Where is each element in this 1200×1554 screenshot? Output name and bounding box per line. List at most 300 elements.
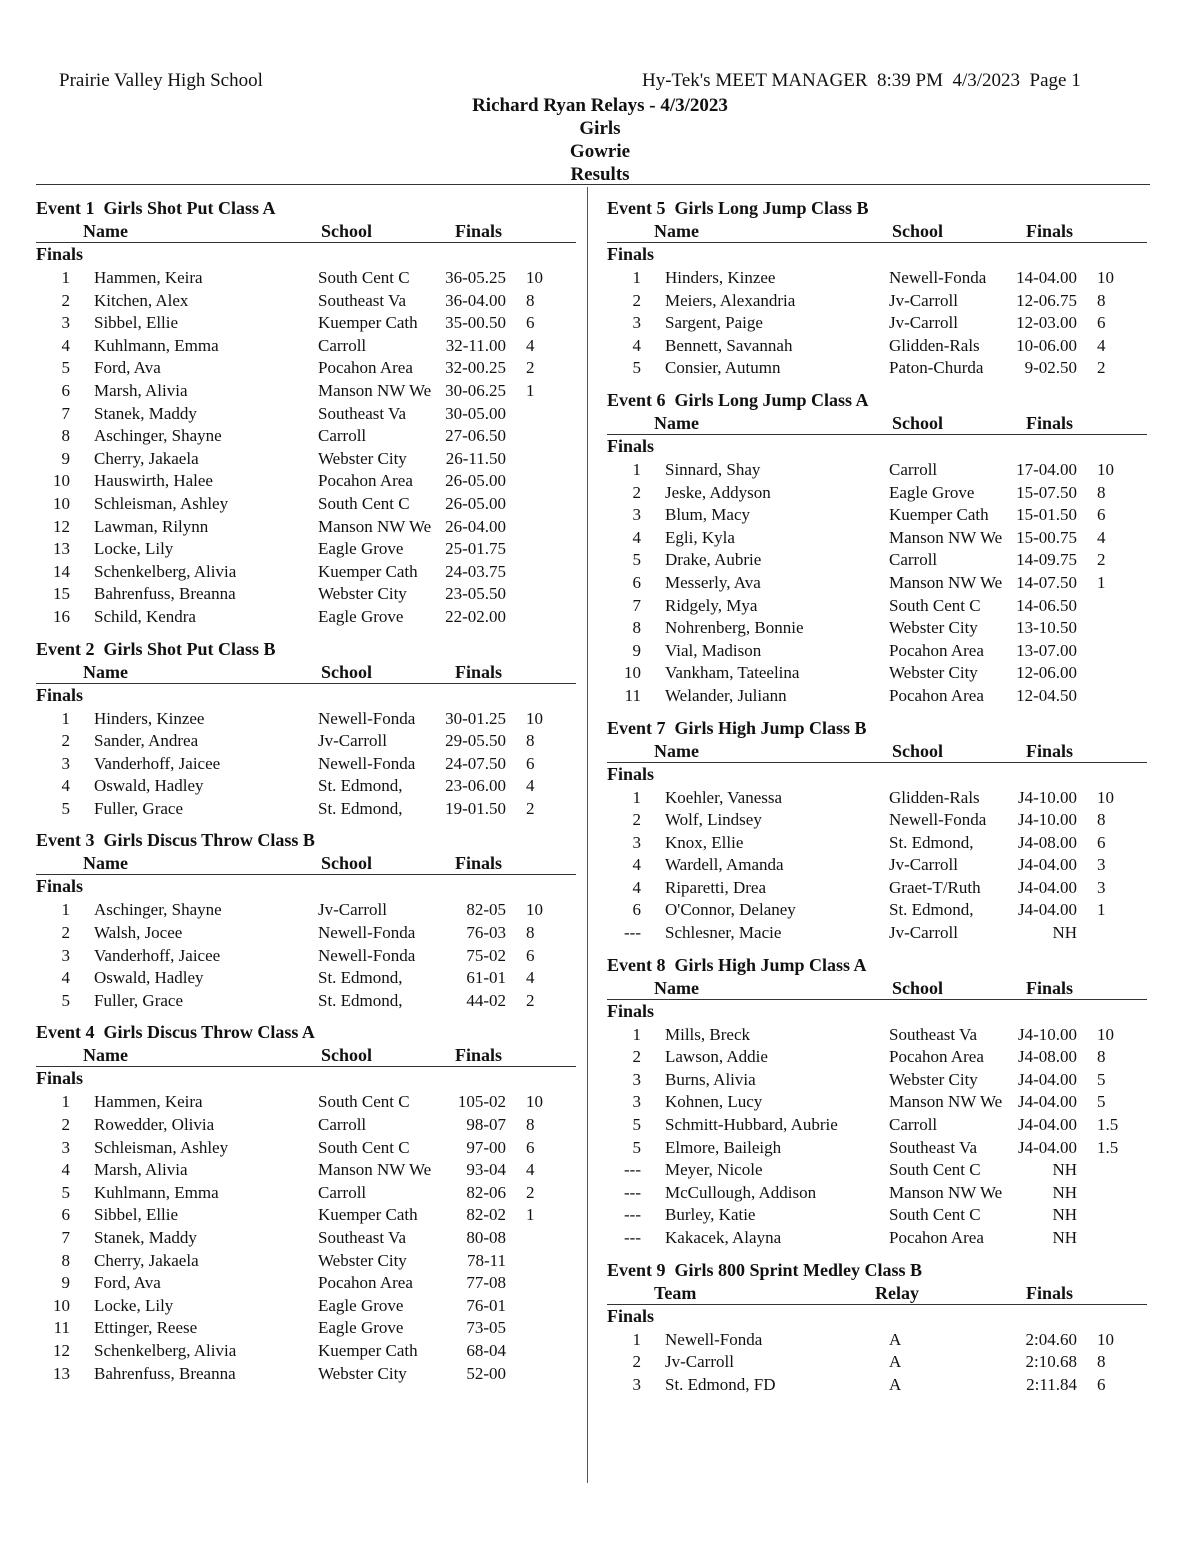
place: 4 (632, 855, 641, 875)
finals-section-label: Finals (607, 435, 655, 456)
place: 4 (632, 527, 641, 547)
mark: NH (1052, 1160, 1077, 1180)
athlete-name: Kakacek, Alayna (665, 1228, 782, 1247)
athlete-name: Fuller, Grace (94, 990, 184, 1010)
school: Jv-Carroll (889, 290, 958, 310)
school: St. Edmond, (318, 776, 403, 796)
col-name: Name (83, 221, 128, 241)
place: 5 (61, 798, 70, 818)
school: South Cent C (318, 1092, 410, 1112)
athlete-name: Marsh, Alivia (94, 380, 188, 400)
place: 1 (632, 459, 641, 479)
school: Glidden-Rals (889, 335, 980, 355)
athlete-name: Koehler, Vanessa (665, 787, 783, 807)
place: --- (624, 1182, 641, 1202)
col-name: Name (654, 740, 699, 761)
finals-section-label: Finals (36, 244, 84, 264)
school: Paton-Churda (889, 358, 984, 378)
col-name: Name (654, 221, 699, 241)
place: 6 (61, 380, 70, 400)
athlete-name: Ford, Ava (94, 358, 161, 378)
points: 8 (1097, 482, 1106, 502)
athlete-name: Jeske, Addyson (665, 482, 771, 502)
mark: 76-01 (466, 1295, 506, 1315)
school: Carroll (318, 426, 367, 446)
athlete-name: Schild, Kendra (94, 606, 196, 626)
table-header (607, 1282, 1147, 1305)
finals-section-label: Finals (607, 1305, 655, 1326)
event-relay (607, 1259, 1147, 1396)
place: 2 (632, 290, 641, 310)
place: 4 (632, 877, 641, 897)
event-title: Event 8 Girls High Jump Class A (607, 954, 867, 975)
mark: 77-08 (466, 1273, 506, 1293)
school: St. Edmond, (318, 968, 403, 988)
result-row (607, 1226, 1147, 1249)
mark: 30-05.00 (445, 403, 506, 423)
mark: NH (1052, 923, 1077, 943)
event-L3 (36, 1021, 576, 1384)
points: 4 (1097, 527, 1106, 547)
place: 5 (61, 1182, 70, 1202)
points: 8 (526, 290, 535, 310)
result-row (607, 639, 1147, 662)
athlete-name: Kohnen, Lucy (665, 1092, 763, 1112)
points: 6 (1097, 505, 1106, 525)
school: Newell-Fonda (318, 923, 416, 943)
school: Kuemper Cath (318, 561, 418, 581)
right-column (607, 197, 1147, 1405)
school: Eagle Grove (318, 539, 404, 559)
mark: 14-09.75 (1016, 550, 1077, 570)
place: 4 (61, 776, 70, 796)
school: Eagle Grove (318, 606, 404, 626)
result-row (36, 266, 576, 289)
place: 1 (632, 1329, 641, 1349)
col-finals: Finals (455, 221, 503, 241)
mark: 93-04 (466, 1160, 506, 1180)
place: 2 (632, 1352, 641, 1372)
mark: J4-04.00 (1017, 1069, 1077, 1089)
points: 6 (1097, 313, 1106, 333)
points: 6 (526, 753, 535, 773)
school: Kuemper Cath (318, 1205, 418, 1225)
school: Southeast Va (889, 1137, 977, 1157)
school: Pocahon Area (318, 471, 413, 491)
event-L2 (36, 829, 576, 1011)
mark: 78-11 (466, 1250, 506, 1270)
team-name: St. Edmond, FD (665, 1374, 776, 1394)
place: 12 (53, 1340, 70, 1360)
place: 7 (61, 1228, 70, 1247)
result-row (36, 402, 576, 425)
place: 6 (632, 900, 641, 920)
school: St. Edmond, (889, 900, 974, 920)
school: Southeast Va (889, 1024, 977, 1044)
place: 3 (632, 313, 641, 333)
mark: 2:10.68 (1025, 1352, 1077, 1372)
team-name: Jv-Carroll (665, 1352, 734, 1372)
place: 1 (632, 268, 641, 287)
place: 4 (61, 968, 70, 988)
points: 8 (526, 1115, 535, 1135)
athlete-name: Stanek, Maddy (94, 1228, 197, 1247)
result-row (36, 1226, 576, 1249)
athlete-name: Ridgely, Mya (665, 595, 758, 615)
place: 1 (61, 900, 70, 920)
mark: 82-06 (466, 1182, 506, 1202)
points: 2 (1097, 358, 1106, 378)
place: 3 (61, 1137, 70, 1157)
athlete-name: Ettinger, Reese (94, 1318, 198, 1338)
event-R3 (607, 954, 1147, 1249)
place: 7 (61, 403, 70, 423)
school: South Cent C (318, 268, 410, 287)
school: South Cent C (318, 1137, 410, 1157)
result-row (36, 989, 576, 1012)
mark: 14-06.50 (1016, 595, 1077, 615)
school: Carroll (318, 1182, 367, 1202)
finals-section-label: Finals (607, 1000, 655, 1021)
points: 10 (526, 708, 543, 728)
relay-letter: A (889, 1329, 902, 1349)
mark: 12-03.00 (1016, 313, 1077, 333)
finals-section-label: Finals (36, 1068, 84, 1089)
points: 6 (526, 945, 535, 965)
athlete-name: Vial, Madison (665, 640, 762, 660)
mark: NH (1052, 1228, 1077, 1247)
school: Webster City (889, 618, 978, 638)
points: 2 (526, 990, 535, 1010)
mark: 26-05.00 (445, 471, 506, 491)
athlete-name: Hammen, Keira (94, 268, 203, 287)
result-row (607, 786, 1147, 809)
school: Carroll (889, 1115, 938, 1135)
result-row (607, 356, 1147, 379)
col-school: School (892, 412, 944, 433)
header-divider (36, 184, 1150, 185)
result-row (607, 831, 1147, 854)
mark: 2:11.84 (1026, 1374, 1077, 1394)
mark: 19-01.50 (445, 798, 506, 818)
result-row (607, 503, 1147, 526)
result-row (36, 515, 576, 538)
school: Manson NW We (889, 572, 1003, 592)
place: 2 (61, 923, 70, 943)
mark: J4-04.00 (1017, 877, 1077, 897)
athlete-name: Oswald, Hadley (94, 968, 204, 988)
place: 5 (632, 1115, 641, 1135)
mark: 36-05.25 (445, 268, 506, 287)
points: 5 (1097, 1092, 1106, 1112)
col-name: Name (83, 661, 128, 682)
points: 6 (526, 1137, 535, 1157)
school: Webster City (318, 584, 407, 604)
place: 2 (632, 482, 641, 502)
place: 16 (53, 606, 70, 626)
place: 6 (61, 1205, 70, 1225)
event-title: Event 5 Girls Long Jump Class B (607, 198, 869, 218)
mark: 26-11.50 (445, 448, 506, 468)
result-row (607, 1068, 1147, 1091)
mark: J4-04.00 (1017, 855, 1077, 875)
athlete-name: Sargent, Paige (665, 313, 763, 333)
athlete-name: Sibbel, Ellie (94, 1205, 179, 1225)
mark: 23-06.00 (445, 776, 506, 796)
mark: J4-04.00 (1017, 900, 1077, 920)
col-name: Name (654, 977, 699, 998)
mark: 24-03.75 (445, 561, 506, 581)
finals-section-label: Finals (36, 876, 84, 897)
athlete-name: Vanderhoff, Jaicee (94, 753, 221, 773)
school: Jv-Carroll (889, 313, 958, 333)
place: 5 (61, 990, 70, 1010)
col-school: School (321, 221, 373, 241)
event-title: Event 4 Girls Discus Throw Class A (36, 1022, 315, 1043)
athlete-name: Egli, Kyla (665, 527, 735, 547)
athlete-name: Vankham, Tateelina (665, 663, 800, 683)
school: Jv-Carroll (318, 900, 387, 920)
mark: 35-00.50 (445, 313, 506, 333)
place: 4 (61, 335, 70, 355)
mark: 22-02.00 (445, 606, 506, 626)
school: Eagle Grove (318, 1318, 404, 1338)
table-header (607, 977, 1147, 1000)
athlete-name: Kuhlmann, Emma (94, 335, 219, 355)
points: 6 (1097, 832, 1106, 852)
result-row (607, 594, 1147, 617)
place: 5 (632, 550, 641, 570)
place: 8 (61, 426, 70, 446)
result-row (607, 808, 1147, 831)
place: 10 (53, 1295, 70, 1315)
athlete-name: Blum, Macy (665, 505, 750, 525)
points: 8 (1097, 1352, 1106, 1372)
mark: 9-02.50 (1024, 358, 1077, 378)
place: --- (624, 1160, 641, 1180)
header-school: Prairie Valley High School (59, 70, 263, 91)
school: Jv-Carroll (318, 731, 387, 751)
school: Newell-Fonda (889, 810, 987, 830)
mark: NH (1052, 1205, 1077, 1225)
place: 1 (61, 1092, 70, 1112)
result-row (36, 356, 576, 379)
event-L1 (36, 638, 576, 820)
finals-section-label: Finals (607, 244, 655, 264)
athlete-name: Marsh, Alivia (94, 1160, 188, 1180)
school: South Cent C (889, 595, 981, 615)
col-school: School (321, 661, 373, 682)
athlete-name: Elmore, Baileigh (665, 1137, 782, 1157)
place: 11 (624, 685, 641, 705)
school: Webster City (889, 1069, 978, 1089)
event-L0 (36, 197, 576, 628)
place: 15 (53, 584, 70, 604)
athlete-name: Sinnard, Shay (665, 459, 761, 479)
school: Jv-Carroll (889, 923, 958, 943)
place: --- (624, 1228, 641, 1247)
points: 10 (1097, 459, 1114, 479)
athlete-name: Kuhlmann, Emma (94, 1182, 219, 1202)
school: Kuemper Cath (889, 505, 989, 525)
col-school: School (892, 221, 944, 241)
points: 1 (1097, 572, 1106, 592)
result-row (607, 311, 1147, 334)
athlete-name: Wardell, Amanda (665, 855, 784, 875)
place: 1 (61, 268, 70, 287)
athlete-name: Hauswirth, Halee (94, 471, 213, 491)
athlete-name: Schenkelberg, Alivia (94, 1340, 237, 1360)
athlete-name: Drake, Aubrie (665, 550, 762, 570)
result-row (36, 729, 576, 752)
school: Newell-Fonda (318, 945, 416, 965)
athlete-name: McCullough, Addison (665, 1182, 817, 1202)
athlete-name: Riparetti, Drea (665, 877, 767, 897)
school: Newell-Fonda (318, 708, 416, 728)
athlete-name: Rowedder, Olivia (94, 1115, 215, 1135)
place: 10 (624, 663, 641, 683)
result-row (607, 571, 1147, 594)
mark: 24-07.50 (445, 753, 506, 773)
result-row (607, 921, 1147, 944)
header-software: Hy-Tek's MEET MANAGER 8:39 PM 4/3/2023 Page 1 (642, 70, 1081, 91)
mark: J4-08.00 (1017, 1047, 1077, 1067)
points: 2 (1097, 550, 1106, 570)
place: 3 (632, 832, 641, 852)
col-school: School (892, 977, 944, 998)
points: 1.5 (1097, 1115, 1119, 1135)
col-school: School (321, 1045, 373, 1066)
school: South Cent C (889, 1205, 981, 1225)
school: Newell-Fonda (318, 753, 416, 773)
points: 2 (526, 1182, 535, 1202)
mark: 82-05 (466, 900, 506, 920)
col-school: School (892, 740, 944, 761)
school: Webster City (318, 448, 407, 468)
event-R2 (607, 717, 1147, 944)
event-title: Event 7 Girls High Jump Class B (607, 717, 867, 738)
athlete-name: Nohrenberg, Bonnie (665, 618, 804, 638)
points: 10 (526, 900, 543, 920)
athlete-name: Sander, Andrea (94, 731, 199, 751)
place: 12 (53, 516, 70, 536)
place: 1 (632, 1024, 641, 1044)
school: Glidden-Rals (889, 787, 980, 807)
result-row (36, 1113, 576, 1136)
mark: 17-04.00 (1016, 459, 1077, 479)
table-header (607, 220, 1147, 243)
gender-label: Girls (579, 118, 621, 139)
result-row (36, 334, 576, 357)
place: 14 (53, 561, 70, 581)
school: Manson NW We (889, 527, 1003, 547)
result-row (36, 379, 576, 402)
col-finals: Finals (1026, 740, 1074, 761)
result-row (36, 774, 576, 797)
school: South Cent C (889, 1160, 981, 1180)
school: Carroll (318, 1115, 367, 1135)
athlete-name: Kitchen, Alex (94, 290, 189, 310)
mark: 61-01 (466, 968, 506, 988)
table-header (607, 740, 1147, 763)
points: 4 (526, 776, 535, 796)
mark: 80-08 (466, 1228, 506, 1247)
mark: 26-04.00 (445, 516, 506, 536)
athlete-name: Messerly, Ava (665, 572, 761, 592)
athlete-name: Hammen, Keira (94, 1092, 203, 1112)
mark: 29-05.50 (445, 731, 506, 751)
school: St. Edmond, (318, 798, 403, 818)
place: 7 (632, 595, 641, 615)
mark: 13-10.50 (1016, 618, 1077, 638)
points: 6 (526, 313, 535, 333)
athlete-name: Welander, Juliann (665, 685, 787, 705)
athlete-name: Oswald, Hadley (94, 776, 204, 796)
result-row (36, 424, 576, 447)
mark: 68-04 (466, 1340, 506, 1360)
result-row (36, 1362, 576, 1385)
place: 2 (632, 810, 641, 830)
school: Southeast Va (318, 290, 406, 310)
col-relay: Relay (875, 1282, 919, 1303)
col-finals: Finals (1026, 221, 1074, 241)
relay-row (607, 1350, 1147, 1373)
athlete-name: Cherry, Jakaela (94, 448, 199, 468)
place: 2 (632, 1047, 641, 1067)
school: Southeast Va (318, 1228, 406, 1247)
athlete-name: Schleisman, Ashley (94, 493, 229, 513)
athlete-name: Aschinger, Shayne (94, 426, 222, 446)
result-row (36, 752, 576, 775)
event-title: Event 1 Girls Shot Put Class A (36, 198, 276, 218)
mark: J4-04.00 (1017, 1092, 1077, 1112)
place: 5 (61, 358, 70, 378)
school: Pocahon Area (318, 1273, 413, 1293)
relay-letter: A (889, 1352, 902, 1372)
school: South Cent C (318, 493, 410, 513)
place: 5 (632, 1137, 641, 1157)
mark: 23-05.50 (445, 584, 506, 604)
mark: J4-10.00 (1017, 810, 1077, 830)
result-row (36, 1136, 576, 1159)
result-row (607, 1045, 1147, 1068)
place: 6 (632, 572, 641, 592)
result-row (607, 266, 1147, 289)
place: 2 (61, 731, 70, 751)
school: Manson NW We (889, 1092, 1003, 1112)
athlete-name: Hinders, Kinzee (94, 708, 205, 728)
col-name: Name (83, 1045, 128, 1066)
mark: 12-06.75 (1016, 290, 1077, 310)
school: Southeast Va (318, 403, 406, 423)
place: 3 (632, 1092, 641, 1112)
mark: 30-06.25 (445, 380, 506, 400)
result-row (36, 797, 576, 820)
athlete-name: Bennett, Savannah (665, 335, 793, 355)
result-row (36, 944, 576, 967)
col-school: School (321, 853, 373, 874)
mark: NH (1052, 1182, 1077, 1202)
place: 9 (632, 640, 641, 660)
points: 10 (1097, 1329, 1114, 1349)
result-row (36, 1294, 576, 1317)
result-row (607, 661, 1147, 684)
place: 13 (53, 539, 70, 559)
place: 3 (61, 945, 70, 965)
school: Manson NW We (318, 1160, 432, 1180)
school: Pocahon Area (889, 640, 984, 660)
location-label: Gowrie (569, 141, 631, 162)
